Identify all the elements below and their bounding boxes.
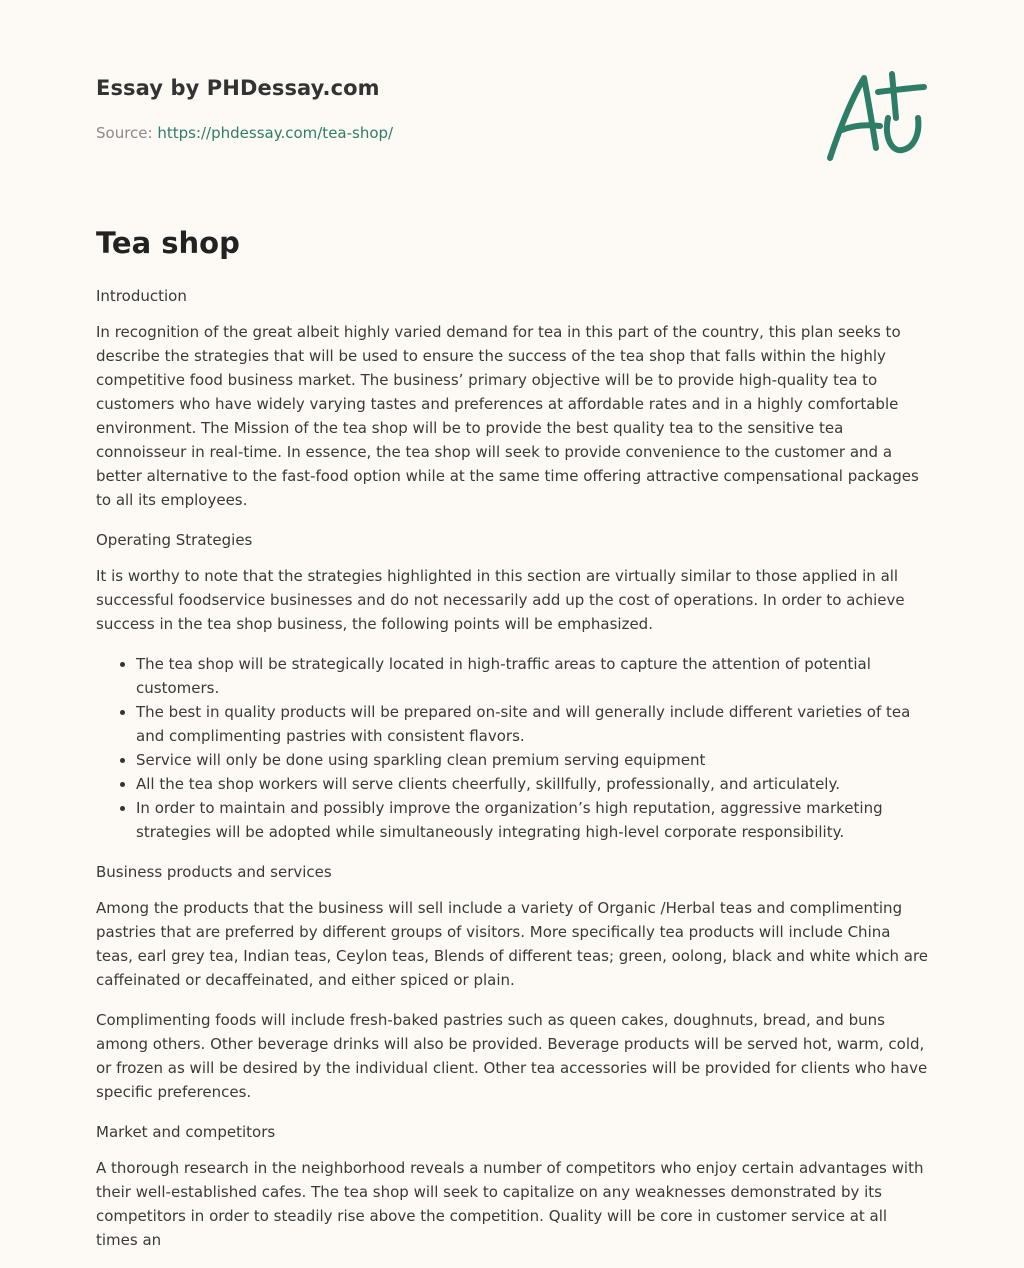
strategy-list: [96, 652, 932, 844]
source-line: [96, 124, 393, 142]
a-plus-grade-logo-icon: [822, 68, 932, 168]
list-item: • In order to maintain and possibly improve the organization’s high reputation, aggressive marketing strategies will be adopted while simultaneously integrating high-level corporate responsibility.: [136, 796, 932, 844]
paragraph: It is worthy to note that the strategies highlighted in this section are virtually similar to those applied in all successful foodservice businesses and do not necessarily add up the cost of operations. In order to achieve success in the tea shop business, the following points will be emphasized.: [96, 567, 905, 633]
paragraph: Among the products that the business will sell include a variety of Organic /Herbal teas and complimenting pastries that are preferred by different groups of visitors. More specifically tea products will include China teas, earl grey tea, Indian teas, Ceylon teas, Blends of different teas; green, oolong, black and white which are caffeinated or decaffeinated, and either spiced or plain.: [96, 899, 929, 989]
section-heading-market: Market and competitors: [96, 1123, 276, 1141]
list-item: • Service will only be done using sparkling clean premium serving equipment: [136, 748, 932, 772]
paragraph: In recognition of the great albeit highly varied demand for tea in this part of the country, this plan seeks to describe the strategies that will be used to ensure the success of the tea shop that falls within the highly competitive food business market. The business’ primary objective will be to provide high-quality tea to customers who have widely varying tastes and preferences at affordable rates and in a highly comfortable environment. The Mission of the tea shop will be to provide the best quality tea to the sensitive tea connoisseur in real-time. In essence, the tea shop will seek to provide convenience to the customer and a better alternative to the fast-food option while at the same time offering attractive compensational packages to all its employees.: [96, 323, 919, 509]
brand-title: Essay by PHDessay.com: [96, 76, 380, 100]
section-heading-introduction: Introduction: [96, 287, 187, 305]
essay-body: [96, 284, 932, 1268]
section-heading-products: Business products and services: [96, 863, 332, 881]
paragraph: Complimenting foods will include fresh-baked pastries such as queen cakes, doughnuts, bread, and buns among others. Other beverage drinks will also be provided. Beverage products will be served hot, warm, cold, or frozen as will be desired by the individual client. Other tea accessories will be provided for clients who have specific preferences.: [96, 1011, 928, 1101]
list-item: • The tea shop will be strategically located in high-traffic areas to capture the attention of potential customers.: [136, 652, 932, 700]
list-item: • All the tea shop workers will serve clients cheerfully, skillfully, professionally, and articulately.: [136, 772, 932, 796]
source-label: Source:: [96, 124, 158, 142]
list-item: • The best in quality products will be prepared on-site and will generally include different varieties of tea and complimenting pastries with consistent flavors.: [136, 700, 932, 748]
section-heading-operating-strategies: Operating Strategies: [96, 531, 253, 549]
paragraph: A thorough research in the neighborhood reveals a number of competitors who enjoy certain advantages with their well-established cafes. The tea shop will seek to capitalize on any weaknesses demonstrated by its competitors in order to steadily rise above the competition. Quality will be core in customer service at all times an: [96, 1159, 924, 1249]
essay-title: Tea shop: [96, 226, 240, 260]
source-link[interactable]: https://phdessay.com/tea-shop/: [157, 124, 394, 142]
